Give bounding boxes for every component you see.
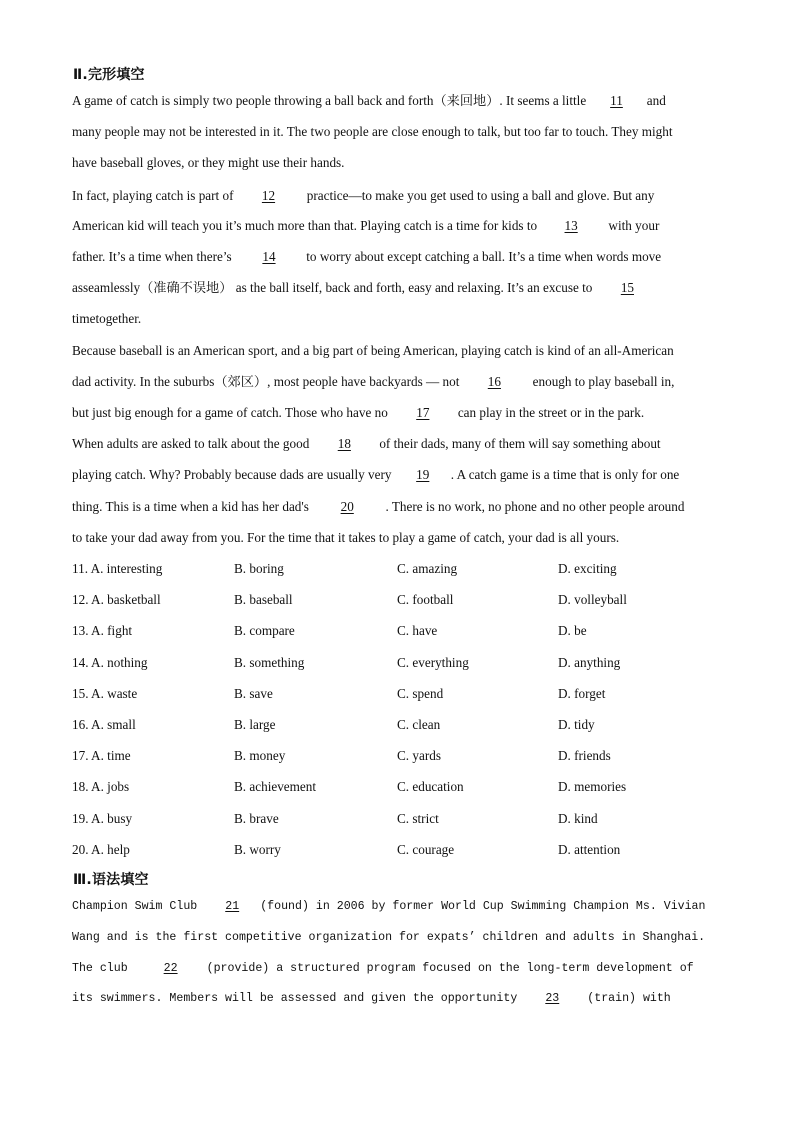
option-c[interactable]: C. have [397,623,438,638]
passage-line: playing catch. Why? Probably because dads are usually very 19 . A catch game is a time that is only for one [72,467,680,482]
passage-line: When adults are asked to talk about the good 18 of their dads, many of them will say something about [72,436,661,451]
answer-blank[interactable]: 15 [620,280,634,295]
passage-line: dad activity. In the suburbs（郊区）, most people have backyards — not 16 enough to play baseball in, [72,374,675,389]
option-c[interactable]: C. amazing [397,561,458,576]
option-b[interactable]: B. save [234,686,273,701]
option-d[interactable]: D. memories [558,779,627,794]
option-a[interactable]: 20. A. help [72,842,130,857]
option-d[interactable]: D. friends [558,748,611,763]
option-b[interactable]: B. achievement [234,779,317,794]
passage-line: In fact, playing catch is part of 12 practice—to make you get used to using a ball and glove. But any [72,188,655,203]
answer-blank[interactable]: 17 [416,405,430,420]
grammar-line: The club 22 (provide) a structured program focused on the long-term development of [72,960,694,978]
answer-blank[interactable]: 22 [163,962,178,975]
option-a[interactable]: 11. A. interesting [72,561,163,576]
option-c[interactable]: C. strict [397,811,439,826]
option-c[interactable]: C. spend [397,686,444,701]
answer-blank[interactable]: 18 [337,436,351,451]
option-c[interactable]: C. yards [397,748,441,763]
grammar-line: its swimmers. Members will be assessed and given the opportunity 23 (train) with [72,990,671,1008]
option-b[interactable]: B. baseball [234,592,293,607]
option-b[interactable]: B. worry [234,842,281,857]
option-b[interactable]: B. compare [234,623,295,638]
section-heading-grammar: Ⅲ.语法填空 [73,872,149,888]
answer-blank[interactable]: 20 [340,499,354,514]
passage-line: American kid will teach you it’s much more than that. Playing catch is a time for kids to 13 with your [72,218,660,233]
answer-blank[interactable]: 21 [225,900,240,913]
option-d[interactable]: D. volleyball [558,592,627,607]
answer-blank[interactable]: 12 [261,188,276,203]
passage-line: thing. This is a time when a kid has her dad's 20 . There is no work, no phone and no other people around [72,499,685,514]
passage-line: have baseball gloves, or they might use their hands. [72,155,345,170]
option-d[interactable]: D. attention [558,842,621,857]
passage-line: to take your dad away from you. For the time that it takes to play a game of catch, your dad is all yours. [72,530,620,545]
option-d[interactable]: D. forget [558,686,606,701]
answer-blank[interactable]: 14 [262,249,276,264]
section-heading-cloze: Ⅱ.完形填空 [73,67,145,83]
passage-line: asseamlessly（准确不误地） as the ball itself, back and forth, easy and relaxing. It’s an excuse to 15 [72,279,662,297]
answer-blank[interactable]: 19 [416,467,430,482]
option-a[interactable]: 19. A. busy [72,811,133,826]
option-a[interactable]: 16. A. small [72,717,136,732]
option-c[interactable]: C. clean [397,717,441,732]
option-c[interactable]: C. football [397,592,454,607]
option-d[interactable]: D. be [558,623,587,638]
passage-line: timetogether. [72,311,142,326]
passage-line: father. It’s a time when there’s 14 to worry about except catching a ball. It’s a time when words move [72,249,662,264]
option-b[interactable]: B. something [234,655,305,670]
option-a[interactable]: 18. A. jobs [72,779,130,794]
option-b[interactable]: B. boring [234,561,284,576]
answer-blank[interactable]: 13 [564,218,578,233]
option-a[interactable]: 14. A. nothing [72,655,148,670]
answer-blank[interactable]: 23 [545,992,560,1005]
passage-line: A game of catch is simply two people throwing a ball back and forth（来回地）. It seems a little 11 and [72,93,666,108]
passage-line: many people may not be interested in it. The two people are close enough to talk, but too far to touch. They might [72,124,673,139]
grammar-line: Wang and is the first competitive organization for expats’ children and adults in Shanghai. [72,931,706,944]
option-a[interactable]: 13. A. fight [72,623,133,638]
option-d[interactable]: D. anything [558,655,621,670]
option-d[interactable]: D. tidy [558,717,595,732]
grammar-line: Champion Swim Club 21 (found) in 2006 by former World Cup Swimming Champion Ms. Vivian [72,898,705,916]
option-a[interactable]: 15. A. waste [72,686,138,701]
option-b[interactable]: B. brave [234,811,279,826]
option-b[interactable]: B. large [234,717,276,732]
passage-line: but just big enough for a game of catch. Those who have no 17 can play in the street or in the park. [72,405,645,420]
option-a[interactable]: 12. A. basketball [72,592,161,607]
option-c[interactable]: C. everything [397,655,469,670]
answer-blank[interactable]: 11 [610,93,623,108]
option-d[interactable]: D. exciting [558,561,617,576]
option-c[interactable]: C. courage [397,842,455,857]
passage-line: Because baseball is an American sport, and a big part of being American, playing catch is kind of an all-American [72,343,674,358]
option-d[interactable]: D. kind [558,811,598,826]
option-b[interactable]: B. money [234,748,286,763]
option-c[interactable]: C. education [397,779,464,794]
option-a[interactable]: 17. A. time [72,748,131,763]
answer-blank[interactable]: 16 [487,374,501,389]
